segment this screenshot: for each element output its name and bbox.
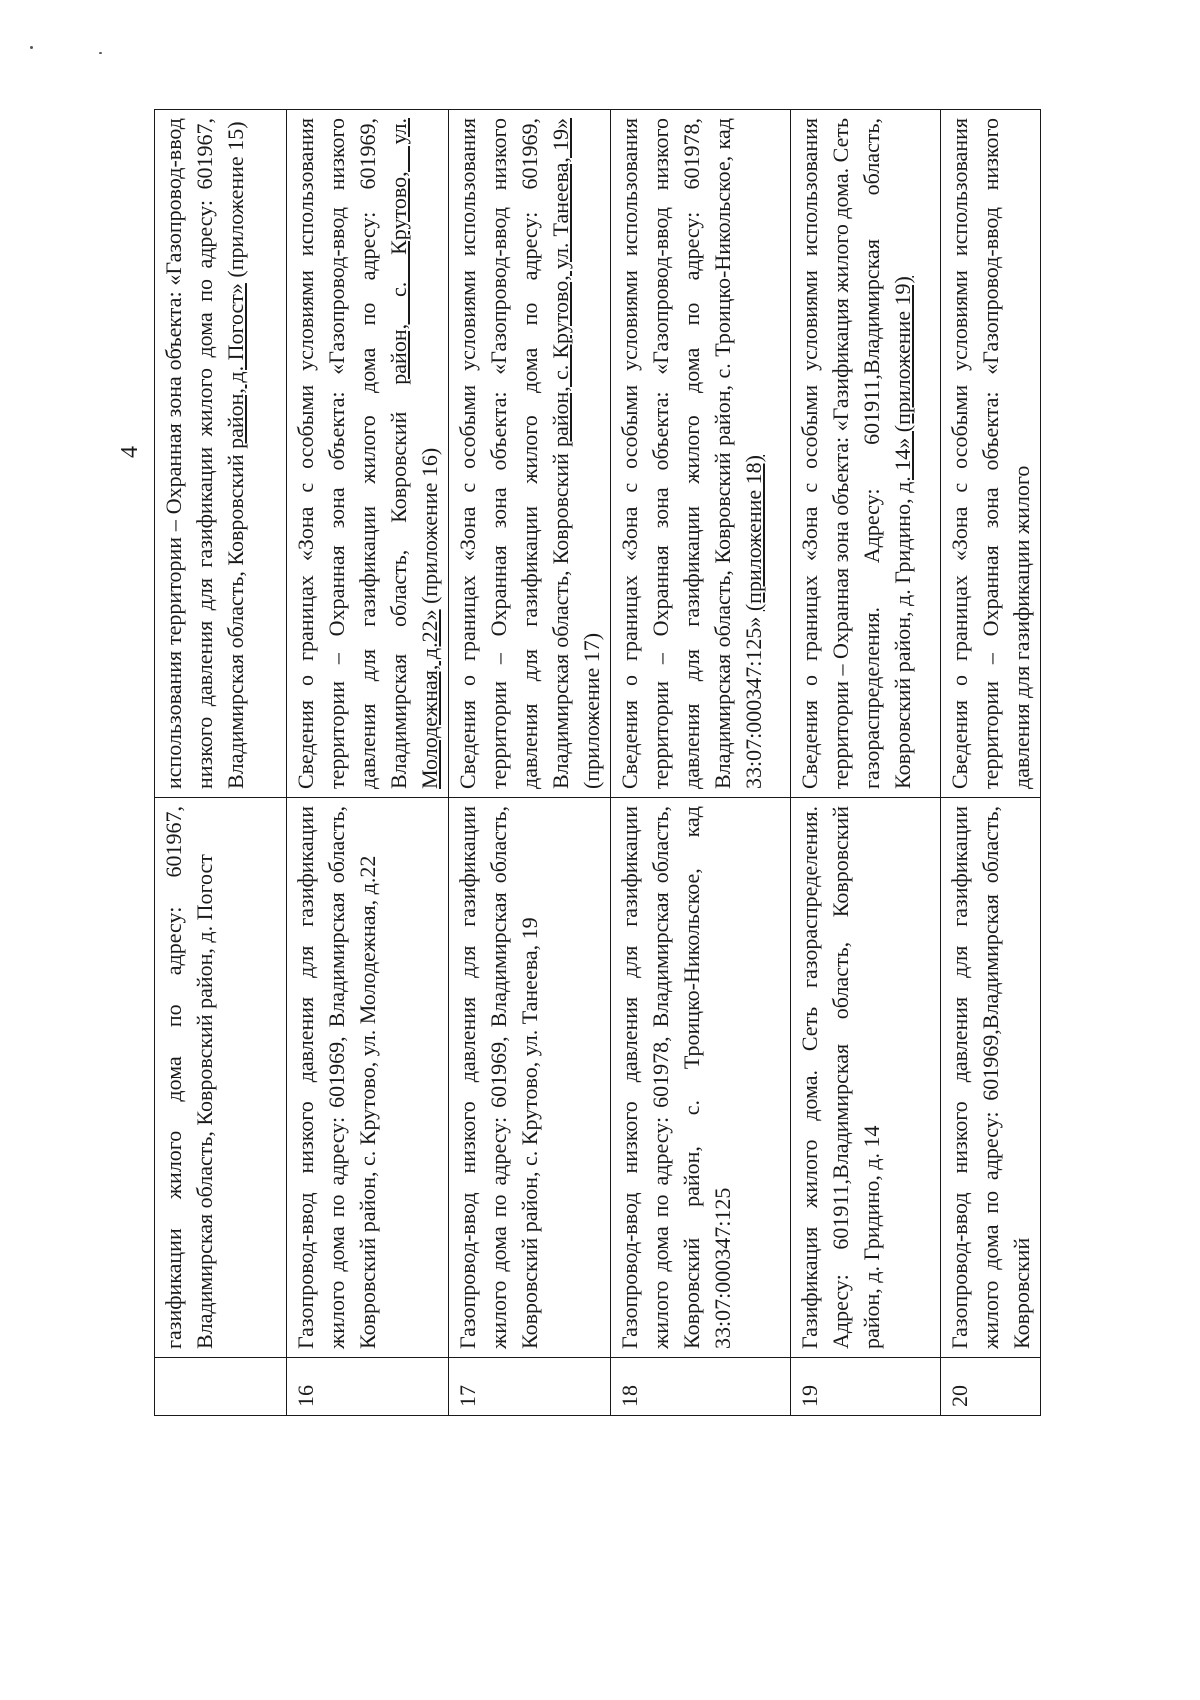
zone-info: Сведения о границах «Зона с особыми условиями использования территории – Охранная зона объекта: «Газопровод-ввод низкого давления для газификации жилого дома по адресу: 601969, Владимирская область, Ковровский район, с. Крутово, ул. Танеева, 19» (приложение 17)	[449, 110, 611, 798]
row-number	[155, 1358, 287, 1416]
table-row	[449, 110, 611, 1416]
scan-speck	[30, 46, 33, 49]
zones-table	[154, 109, 1041, 1416]
rotated-table-container	[154, 110, 1034, 1416]
zone-info: Сведения о границах «Зона с особыми условиями использования территории – Охранная зона объекта: «Газопровод-ввод низкого давления для газификации жилого	[941, 110, 1041, 798]
page-number: 4	[117, 446, 143, 458]
zone-info: Сведения о границах «Зона с особыми условиями использования территории – Охранная зона объекта: «Газификация жилого дома. Сеть газораспределения. Адресу: 601911,Владимирская область, Ковровский район, д. Гридино, д. 14» (приложение 19)	[791, 110, 941, 798]
table-row	[791, 110, 941, 1416]
zone-info: Сведения о границах «Зона с особыми условиями использования территории – Охранная зона объекта: «Газопровод-ввод низкого давления для газификации жилого дома по адресу: 601969, Владимирская область, Ковровский район, с. Крутово, ул. Молодежная, д.22» (приложение 16)	[287, 110, 449, 798]
object-description: Газопровод-ввод низкого давления для газификации жилого дома по адресу: 601969, Владимирская область, Ковровский район, с. Крутово, ул. Танеева, 19	[449, 798, 611, 1358]
row-number: 18	[611, 1358, 791, 1416]
object-description: Газопровод-ввод низкого давления для газификации жилого дома по адресу: 601969,Владимирская область, Ковровский	[941, 798, 1041, 1358]
object-description: Газопровод-ввод низкого давления для газификации жилого дома по адресу: 601969, Владимирская область, Ковровский район, с. Крутово, ул. Молодежная, д.22	[287, 798, 449, 1358]
table-row	[287, 110, 449, 1416]
zone-info: Сведения о границах «Зона с особыми условиями использования территории – Охранная зона объекта: «Газопровод-ввод низкого давления для газификации жилого дома по адресу: 601978, Владимирская область, Ковровский район, с. Троицко-Никольское, кад 33:07:000347:125» (приложение 18)	[611, 110, 791, 798]
row-number: 19	[791, 1358, 941, 1416]
zone-info: использования территории – Охранная зона объекта: «Газопровод-ввод низкого давления для газификации жилого дома по адресу: 601967, Владимирская область, Ковровский район, д. Погост» (приложение 15)	[155, 110, 287, 798]
row-number: 20	[941, 1358, 1041, 1416]
object-description: Газификация жилого дома. Сеть газораспределения. Адресу: 601911,Владимирская область, Ковровский район, д. Гридино, д. 14	[791, 798, 941, 1358]
object-description: газификации жилого дома по адресу: 601967, Владимирская область, Ковровский район, д. Погост	[155, 798, 287, 1358]
object-description: Газопровод-ввод низкого давления для газификации жилого дома по адресу: 601978, Владимирская область, Ковровский район, с. Троицко-Никольское, кад 33:07:000347:125	[611, 798, 791, 1358]
table-row	[611, 110, 791, 1416]
table-row	[941, 110, 1041, 1416]
row-number: 16	[287, 1358, 449, 1416]
row-number: 17	[449, 1358, 611, 1416]
scan-speck	[99, 52, 102, 54]
table-row	[155, 110, 287, 1416]
